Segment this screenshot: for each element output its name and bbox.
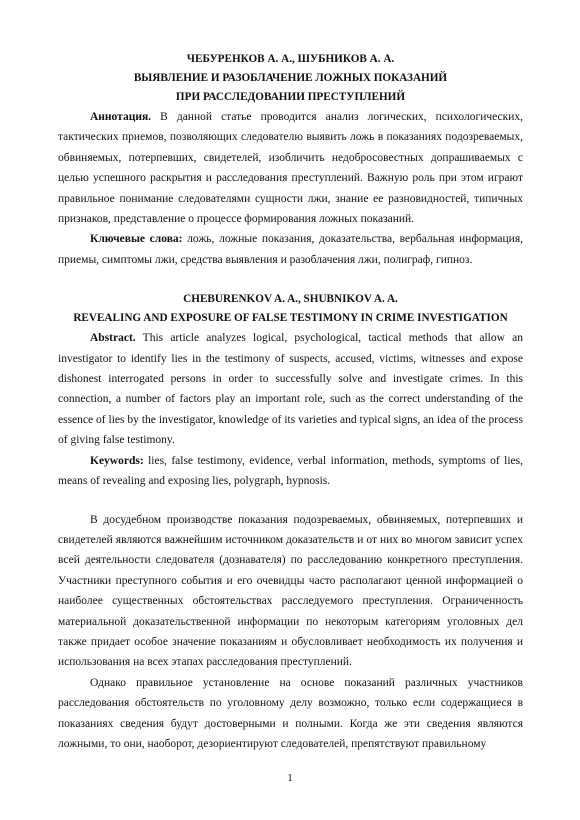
en-title: REVEALING AND EXPOSURE OF FALSE TESTIMONY IN CRIME INVESTIGATION xyxy=(73,312,508,325)
ru-keywords xyxy=(58,229,523,270)
body-paragraph-2: Однако правильное установление на основе показаний различных участников расследования обстоятельств по уголовному делу возможно, только если содержащиеся в показаниях сведения будут достоверными и полными. Когда же эти сведения являются ложными, то они, наоборот, дезориентируют следователей, препятствуют правильному xyxy=(58,676,523,750)
section-spacer xyxy=(58,270,523,290)
ru-title-line-2: ПРИ РАССЛЕДОВАНИИ ПРЕСТУПЛЕНИЙ xyxy=(175,91,406,103)
en-keywords-text: lies, false testimony, evidence, verbal information, methods, symptoms of lies, means of revealing and exposing lies, polygraph, hypnosis. xyxy=(58,454,523,488)
ru-abstract xyxy=(58,107,523,229)
en-authors: CHEBURENKOV A. A., SHUBNIKOV A. A. xyxy=(183,293,398,306)
ru-title-line-1: ВЫЯВЛЕНИЕ И РАЗОБЛАЧЕНИЕ ЛОЖНЫХ ПОКАЗАНИЙ xyxy=(133,72,448,84)
en-abstract-label: Abstract. xyxy=(90,332,136,345)
ru-keywords-label: Ключевые слова: xyxy=(90,233,183,246)
ru-authors: ЧЕБУРЕНКОВ А. А., ШУБНИКОВ А. А. xyxy=(186,53,395,65)
en-keywords-label: Keywords: xyxy=(90,454,144,467)
article-page xyxy=(58,50,523,754)
body-paragraph-1: В досудебном производстве показания подозреваемых, обвиняемых, потерпевших и свидетелей являются важнейшим источником доказательств и от них во многом зависит успех всей деятельности следователя (дознавателя) по расследованию конкретного преступления. Участники преступного события и его очевидцы часто располагают ценной информацией о наиболее существенных обстоятельствах расследуемого преступления. Ограниченность материальной доказательственной информации по некоторым категориям уголовных дел также придает особое значение показаниям и обусловливает необходимость их получения и использования на всех этапах расследования преступлений. xyxy=(58,513,523,669)
ru-keywords-text: ложь, ложные показания, доказательства, вербальная информация, приемы, симптомы лжи, средства выявления и разоблачения лжи, полиграф, гипноз. xyxy=(58,233,524,266)
body-spacer xyxy=(58,492,523,510)
en-abstract xyxy=(58,328,523,450)
ru-abstract-label: Аннотация. xyxy=(90,111,152,123)
en-abstract-text: This article analyzes logical, psychological, tactical methods that allow an investigator to identify lies in the testimony of suspects, accused, victims, witnesses and expose dishonest interrogated persons in order to successfully solve and investigate crimes. In this connection, a number of factors play an important role, such as the correct understanding of the essence of lies by the investigator, knowledge of its varieties and typical signs, an idea of the process of giving false testimony. xyxy=(58,332,523,447)
page-number: 1 xyxy=(287,772,293,784)
en-keywords xyxy=(58,451,523,492)
ru-abstract-text: В данной статье проводится анализ логических, психологических, тактических приемов, позволяющих следователю выявить ложь в показаниях подозреваемых, обвиняемых, потерпевших, свидетелей, изобличить недобросовестных допрашиваемых с целью успешного раскрытия и расследования преступлений. Важную роль при этом играют правильное понимание следователями сущности лжи, знание ее разновидностей, типичных признаков, представление о процессе формирования ложных показаний. xyxy=(58,111,523,226)
